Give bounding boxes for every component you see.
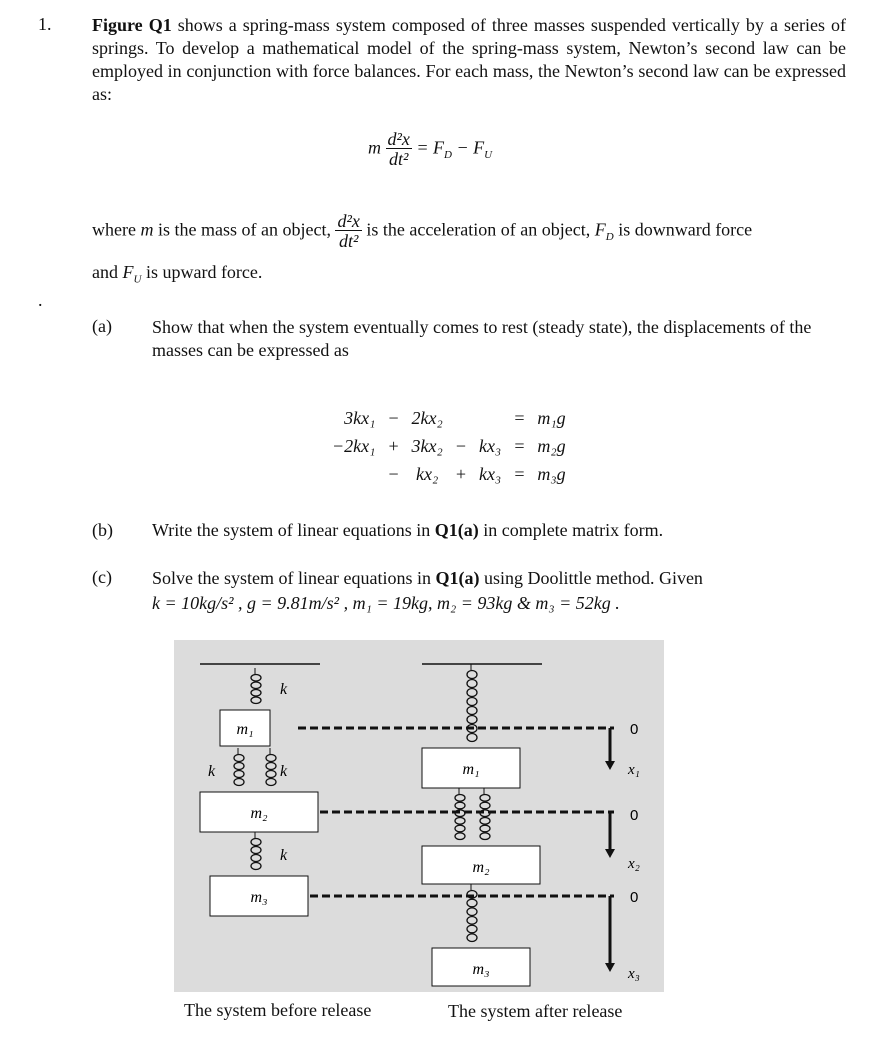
part-a-label: (a): [92, 316, 112, 336]
equation-term: m₁g: [537, 407, 566, 428]
given-values: k = 10kg/s² , g = 9.81m/s² , m₁ = 19kg, m₂ = 93kg & m₃ = 52kg .: [152, 593, 620, 613]
x3-label: x₃: [628, 966, 640, 982]
accel-num: d²x: [337, 211, 360, 231]
after-mass-1-label: m₁: [462, 761, 480, 778]
where-text-4: is downward force: [613, 219, 753, 240]
eq-rhs: = F: [416, 137, 445, 158]
equation-term: 3kx₂: [411, 435, 443, 456]
equation-row: [326, 404, 572, 432]
eq-frac-num: d²x: [387, 129, 410, 149]
equation-row: [326, 432, 572, 460]
eq-sub-u: U: [484, 149, 493, 162]
accel-fraction: [335, 212, 361, 251]
equation-row: [326, 460, 572, 488]
x2-label: x₂: [628, 856, 640, 872]
where-text-3: is the acceleration of an object,: [361, 219, 595, 240]
stray-dot: .: [38, 290, 43, 310]
accel-den: dt²: [338, 231, 359, 251]
part-b-text: [152, 520, 663, 541]
eq-mass: m: [368, 137, 381, 158]
equation-term: =: [513, 407, 526, 428]
where-and: and: [92, 262, 123, 282]
equation-term: 3kx₁: [344, 407, 376, 428]
eq-fraction: [386, 130, 412, 169]
where-line: [92, 212, 846, 251]
spring-k-label: k: [280, 847, 288, 864]
spring-mass-figure: [174, 640, 664, 992]
part-c-text: [152, 567, 846, 590]
equation-term: kx₃: [478, 435, 502, 456]
equation-term: −: [387, 407, 400, 428]
eq-frac-den: dt²: [388, 149, 409, 169]
equation-system: [326, 404, 572, 488]
part-c-text-1: Solve the system of linear equations in: [152, 568, 436, 588]
where-line-2: [92, 262, 262, 286]
where-upward: is upward force.: [141, 262, 263, 282]
equation-term: =: [513, 435, 526, 456]
equation-term: [449, 404, 473, 432]
equation-term: [326, 460, 381, 488]
spring-k-label: k: [208, 763, 216, 780]
zero-label: 0: [630, 807, 639, 824]
equation-term: +: [454, 463, 467, 484]
equation-term: +: [387, 435, 400, 456]
part-b-text-2: in complete matrix form.: [478, 520, 664, 540]
part-b-ref: Q1(a): [434, 520, 479, 540]
part-c-text-2: using Doolittle method. Given: [479, 568, 703, 588]
where-m: m: [140, 219, 154, 240]
before-mass-1-label: m₁: [236, 721, 254, 738]
before-caption: The system before release: [184, 1000, 372, 1020]
eq-sub-d: D: [444, 149, 452, 162]
spring-k-label: k: [280, 681, 288, 698]
part-a-text: Show that when the system eventually comes to rest (steady state), the displacements of the masses can be expressed as: [152, 317, 812, 360]
zero-label: 0: [630, 889, 639, 906]
after-caption: The system after release: [448, 1001, 623, 1021]
part-c-ref: Q1(a): [435, 568, 480, 588]
equation-term: kx₃: [478, 463, 502, 484]
intro-text: shows a spring-mass system composed of three masses suspended vertically by a series of springs. To develop a mathematical model of the spring-mass system, Newton’s second law can be employed in conjunction with force balances. For each mass, the Newton’s second law can be expressed as:: [92, 15, 846, 104]
part-b-label: (b): [92, 520, 113, 540]
before-mass-2-label: m₂: [250, 805, 268, 822]
equation-term: −: [387, 463, 400, 484]
where-fu-sub: U: [133, 273, 142, 286]
intro-paragraph: [92, 14, 846, 106]
figure-reference: Figure Q1: [92, 15, 172, 35]
after-mass-3-label: m₃: [472, 961, 490, 978]
equation-term: m₂g: [537, 435, 566, 456]
where-fd: F: [594, 219, 606, 240]
question-number: 1.: [38, 14, 52, 34]
equation-term: kx₂: [416, 463, 439, 484]
eq-minus: − F: [452, 137, 485, 158]
equation-term: [473, 404, 507, 432]
equation-term: =: [513, 463, 526, 484]
where-text-1: where: [92, 219, 141, 240]
part-c-label: (c): [92, 567, 112, 587]
before-mass-3-label: m₃: [250, 889, 268, 906]
where-fd-sub: D: [605, 231, 614, 244]
equation-term: 2kx₂: [411, 407, 443, 428]
equation-term: −2kx₁: [332, 435, 376, 456]
x1-label: x₁: [628, 762, 640, 778]
equation-term: m₃g: [537, 463, 566, 484]
zero-label: 0: [630, 721, 639, 738]
newton-equation: [368, 130, 492, 169]
equation-term: −: [454, 435, 467, 456]
where-text-2: is the mass of an object,: [153, 219, 336, 240]
where-fu: F: [122, 262, 134, 282]
spring-k-label: k: [280, 763, 288, 780]
after-mass-2-label: m₂: [472, 859, 490, 876]
part-b-text-1: Write the system of linear equations in: [152, 520, 435, 540]
